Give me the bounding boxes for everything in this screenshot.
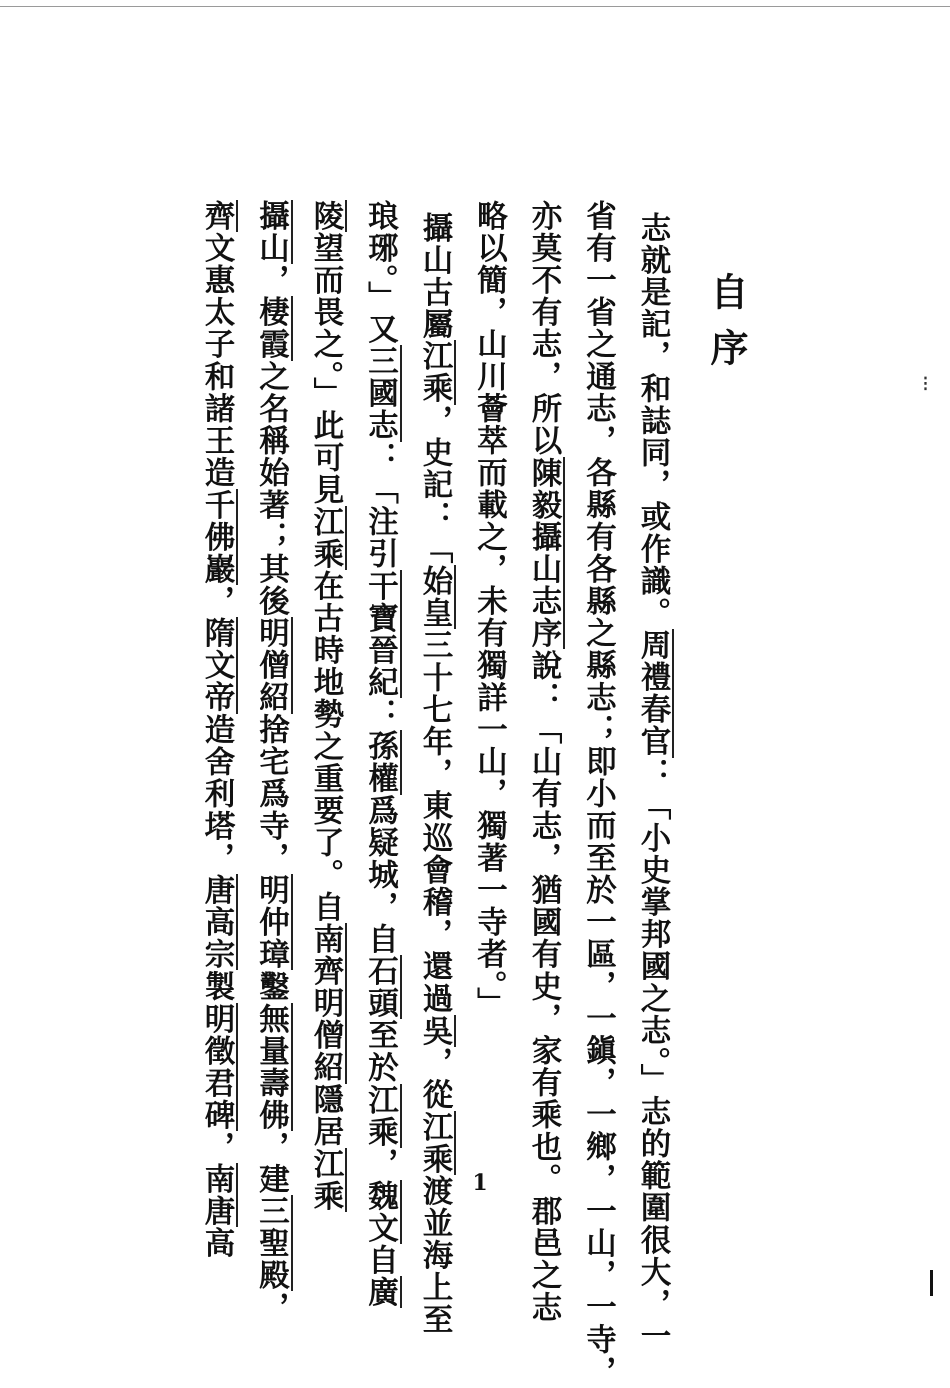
proper-noun-text: 陳毅 xyxy=(526,457,565,521)
scan-edge-line xyxy=(930,1270,933,1296)
proper-noun-text: 南齊 xyxy=(308,923,347,987)
top-border-line xyxy=(0,6,950,7)
text-segment: 之名稱始著；其後 xyxy=(253,360,290,618)
text-segment: 志就是記，和誌同，或作識。 xyxy=(635,212,671,630)
proper-noun-text: 南唐 xyxy=(199,1163,238,1227)
text-segment: 捨宅爲寺， xyxy=(253,713,290,875)
proper-noun-text: 攝山志序 xyxy=(526,521,565,649)
proper-noun-text: 吳 xyxy=(417,1015,456,1047)
text-column xyxy=(190,200,245,1260)
proper-noun-text: 江乘 xyxy=(363,1084,402,1148)
proper-noun-text: 隋文帝 xyxy=(199,617,238,713)
proper-noun-text: 無量壽佛 xyxy=(254,1003,293,1131)
text-segment: ：「小史掌邦國之志。」志的範圍很大，一 xyxy=(635,757,671,1353)
proper-noun-text: 江乘 xyxy=(417,340,456,404)
text-segment: 略以簡，山川薈萃而載之，未有獨詳一山，獨著一寺者。」 xyxy=(471,200,508,1020)
text-segment: 隱居 xyxy=(308,1083,344,1148)
proper-noun-text: 陵 xyxy=(308,200,347,232)
text-segment: 望而畏之。」此可見 xyxy=(308,232,344,506)
proper-noun-text: 廣 xyxy=(363,1276,402,1308)
text-segment: 琅琊。」又 xyxy=(362,200,399,346)
text-column xyxy=(408,200,463,1336)
text-segment: ，從 xyxy=(417,1046,453,1111)
text-segment: 自 xyxy=(362,1244,399,1277)
text-segment: ：「注引 xyxy=(362,441,399,570)
text-segment: ，史記：「 xyxy=(417,404,453,566)
text-segment: 攝山古屬 xyxy=(417,212,453,341)
proper-noun-text: 攝山 xyxy=(254,200,293,264)
proper-noun-text: 三國志 xyxy=(363,345,402,441)
text-column xyxy=(571,200,626,1388)
text-segment: ， xyxy=(253,1291,290,1324)
proper-noun-text: 干寶晉紀 xyxy=(363,570,402,698)
text-column xyxy=(353,200,408,1309)
proper-noun-text: 齊 xyxy=(199,200,238,232)
text-column xyxy=(299,200,354,1212)
proper-noun-text: 江乘 xyxy=(308,1148,347,1212)
proper-noun-text: 周禮春官 xyxy=(635,629,674,757)
proper-noun-text: 三聖殿 xyxy=(254,1195,293,1291)
page-title: 自序 xyxy=(704,272,749,384)
proper-noun-text: 明僧紹 xyxy=(254,617,293,713)
proper-noun-text: 江乘 xyxy=(417,1111,456,1175)
proper-noun-text: 明仲璋 xyxy=(254,874,293,970)
text-segment: ， xyxy=(253,264,290,297)
text-segment: 三十七年，東巡會稽，還過 xyxy=(417,629,453,1015)
text-segment: ： xyxy=(362,698,399,731)
proper-noun-text: 魏文 xyxy=(363,1180,402,1244)
text-segment: 爲疑城，自 xyxy=(362,794,399,956)
text-segment: ， xyxy=(199,585,235,618)
text-segment: 渡並海上至 xyxy=(417,1175,453,1336)
text-segment: 在古時地勢之重要了。自 xyxy=(308,569,344,924)
preface-body-text xyxy=(188,200,680,1388)
page-number: 1 xyxy=(472,1170,488,1196)
text-segment: 至於 xyxy=(362,1019,399,1084)
proper-noun-text: 明徵君碑 xyxy=(199,1003,238,1131)
text-segment: 高 xyxy=(199,1227,235,1260)
proper-noun-text: 千佛巖 xyxy=(199,489,238,585)
text-segment: ， xyxy=(199,1130,235,1164)
text-segment: 鑿 xyxy=(253,970,290,1003)
text-segment: ， xyxy=(362,1147,399,1180)
proper-noun-text: 江乘 xyxy=(308,506,347,570)
text-column xyxy=(626,200,681,1353)
proper-noun-text: 棲霞 xyxy=(254,296,293,360)
text-segment: ，建 xyxy=(253,1130,290,1196)
text-segment: 省有一省之通志，各縣有各縣之縣志；即小而至於一區，一鎭，一鄉，一山，一寺， xyxy=(580,200,617,1388)
text-column xyxy=(517,200,572,1324)
proper-noun-text: 明僧紹 xyxy=(308,987,347,1083)
proper-noun-text: 始皇 xyxy=(417,565,456,629)
text-column xyxy=(462,200,517,1160)
proper-noun-text: 石頭 xyxy=(363,955,402,1019)
text-segment: 造舍利塔， xyxy=(199,713,235,875)
text-segment: 製 xyxy=(199,970,235,1003)
text-segment: 亦莫不有志，所以 xyxy=(526,200,562,457)
proper-noun-text: 唐高宗 xyxy=(199,874,238,970)
proper-noun-text: 孫權 xyxy=(363,730,402,794)
text-column xyxy=(244,200,299,1324)
margin-mark: ⁝ xyxy=(922,372,929,397)
text-segment: 文惠太子和諸王造 xyxy=(199,232,235,489)
text-segment: 說：「山有志，猶國有史，家有乘也。郡邑之志 xyxy=(526,649,562,1324)
